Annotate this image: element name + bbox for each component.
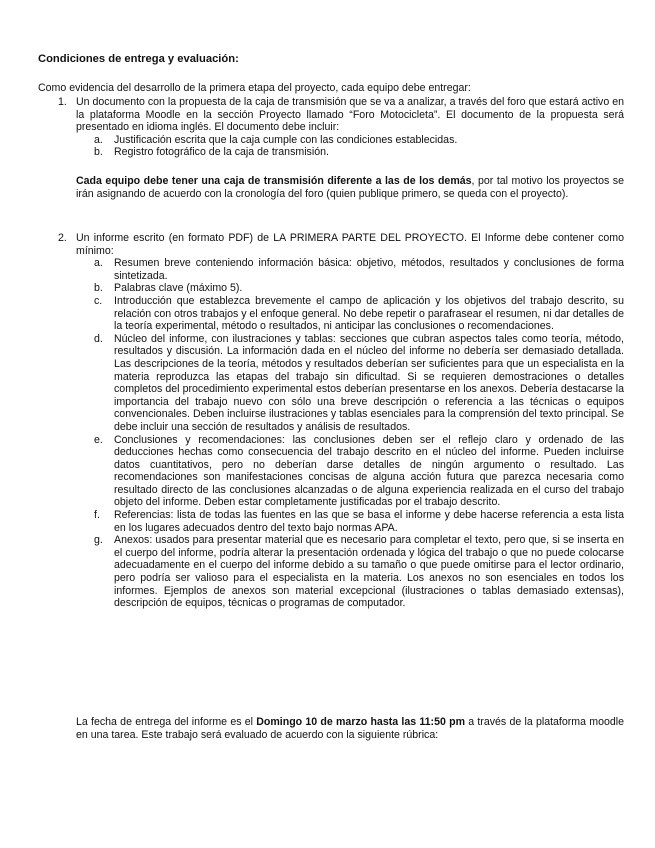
sub-item-letter: c. [94, 294, 103, 307]
sub-item [94, 146, 624, 159]
deadline-post: a través de la plataforma moodle en una tarea. Este trabajo será evaluado de acuerdo con la siguiente rúbrica: [76, 716, 624, 741]
sub-item-letter: g. [94, 534, 103, 547]
sub-item-letter: b. [94, 282, 103, 295]
list-item-2 [58, 232, 624, 610]
sub-item [94, 434, 624, 510]
section-heading: Condiciones de entrega y evaluación: [38, 53, 239, 65]
intro-paragraph: Como evidencia del desarrollo de la primera etapa del proyecto, cada equipo debe entregar: [38, 82, 471, 94]
team-note-paragraph [76, 175, 624, 200]
sub-item [94, 333, 624, 434]
sub-item-text: Palabras clave (máximo 5). [114, 282, 243, 295]
deadline-paragraph [76, 716, 624, 741]
sub-item-text: Referencias: lista de todas las fuentes en las que se basa el informe y debe hacerse referencia a esta lista en los lugares adecuados dentro del texto bajo normas APA. [114, 509, 624, 534]
list-item-text: Un documento con la propuesta de la caja de transmisión que se va a analizar, a través del foro que estará activo en la plataforma Moodle en la sección Proyecto llamado “Foro Motocicleta”. El documento de la propuesta será presentado en idioma inglés. El documento debe incluir: [76, 96, 624, 134]
sub-item-letter: f. [94, 509, 100, 522]
list-number: 1. [58, 96, 67, 108]
sub-item-letter: b. [94, 146, 103, 159]
sub-item [94, 534, 624, 610]
sub-item [94, 295, 624, 333]
list-number: 2. [58, 232, 67, 244]
deadline-date: Domingo 10 de marzo hasta las 11:50 pm [256, 716, 465, 728]
sub-item-letter: a. [94, 133, 103, 146]
list-item-1 [58, 96, 624, 159]
team-note-bold: Cada equipo debe tener una caja de transmisión diferente a las de los demás [76, 175, 472, 187]
sub-item [94, 257, 624, 282]
sub-item-text: Justificación escrita que la caja cumple con las condiciones establecidas. [114, 133, 458, 146]
sub-item-text: Resumen breve conteniendo información básica: objetivo, métodos, resultados y conclusiones de forma sintetizada. [114, 257, 624, 282]
sub-item [94, 134, 624, 147]
list-item-text: Un informe escrito (en formato PDF) de LA PRIMERA PARTE DEL PROYECTO. El Informe debe contener como mínimo: [76, 232, 624, 257]
sub-item-text: Conclusiones y recomendaciones: las conclusiones deben ser el reflejo claro y ordenado de las deducciones hechas como consecuencia del trabajo descrito en el núcleo del informe. Pueden incluirse datos cuantitativos, pero no deberían darse detalles de ningún argumento o resultado. Las recomendaciones son manifestaciones concisas de alguna acción futura que parezca necesaria como resultado directo de las conclusiones alcanzadas o de alguna experiencia realizada en el curso del trabajo objeto del informe. Deben estar completamente justificadas por el trabajo descrito. [114, 433, 624, 509]
sub-item-letter: d. [94, 332, 103, 345]
sub-item-letter: a. [94, 257, 103, 270]
team-note-rest: , por tal motivo los proyectos se irán asignando de acuerdo con la cronología del foro (quien publique primero, se queda con el proyecto). [76, 175, 624, 200]
sub-item [94, 282, 624, 295]
sub-item-text: Núcleo del informe, con ilustraciones y tablas: secciones que cubran aspectos tales como teoría, método, resultados y discusión. La información dada en el núcleo del informe no debería ser demasiado detallada. Las descripciones de la teoría, métodos y resultados deberían ser suficientes para que un especialista en la materia reproduzca las etapas del trabajo sin dificultad. Si se requieren demostraciones o detalles completos del procedimiento experimental estos deberían presentarse en los anexos. Debería destacarse la importancia del trabajo nuevo con sólo una breve descripción o referencia a las técnicas o equipos convencionales. Deben incluirse ilustraciones y tablas esenciales para la comprensión del texto principal. Se debe incluir una sección de resultados y análisis de resultados. [114, 332, 624, 433]
sub-item-text: Registro fotográfico de la caja de transmisión. [114, 146, 329, 159]
sub-item-letter: e. [94, 433, 103, 446]
sub-item [94, 509, 624, 534]
deadline-pre: La fecha de entrega del informe es el [76, 716, 257, 728]
sub-item-text: Anexos: usados para presentar material que es necesario para completar el texto, pero que, si se inserta en el cuerpo del informe, podría alterar la presentación ordenada y lógica del trabajo o que no puede colocarse adecuadamente en el cuerpo del informe debido a su tamaño o que puede omitirse para el lector ordinario, pero podría ser valioso para el especialista en la materia. Los anexos no son esenciales en todos los informes. Ejemplos de anexos son material excepcional (ilustraciones o tablas demasiado extensas), descripción de equipos, técnicas o programas de computador. [114, 534, 624, 610]
sub-item-text: Introducción que establezca brevemente el campo de aplicación y los objetivos del trabajo descrito, su relación con otros trabajos y el enfoque general. No debe repetir o parafrasear el resumen, ni dar detalles de la teoría experimental, método o resultados, ni anticipar las conclusiones o recomendaciones. [114, 294, 624, 333]
